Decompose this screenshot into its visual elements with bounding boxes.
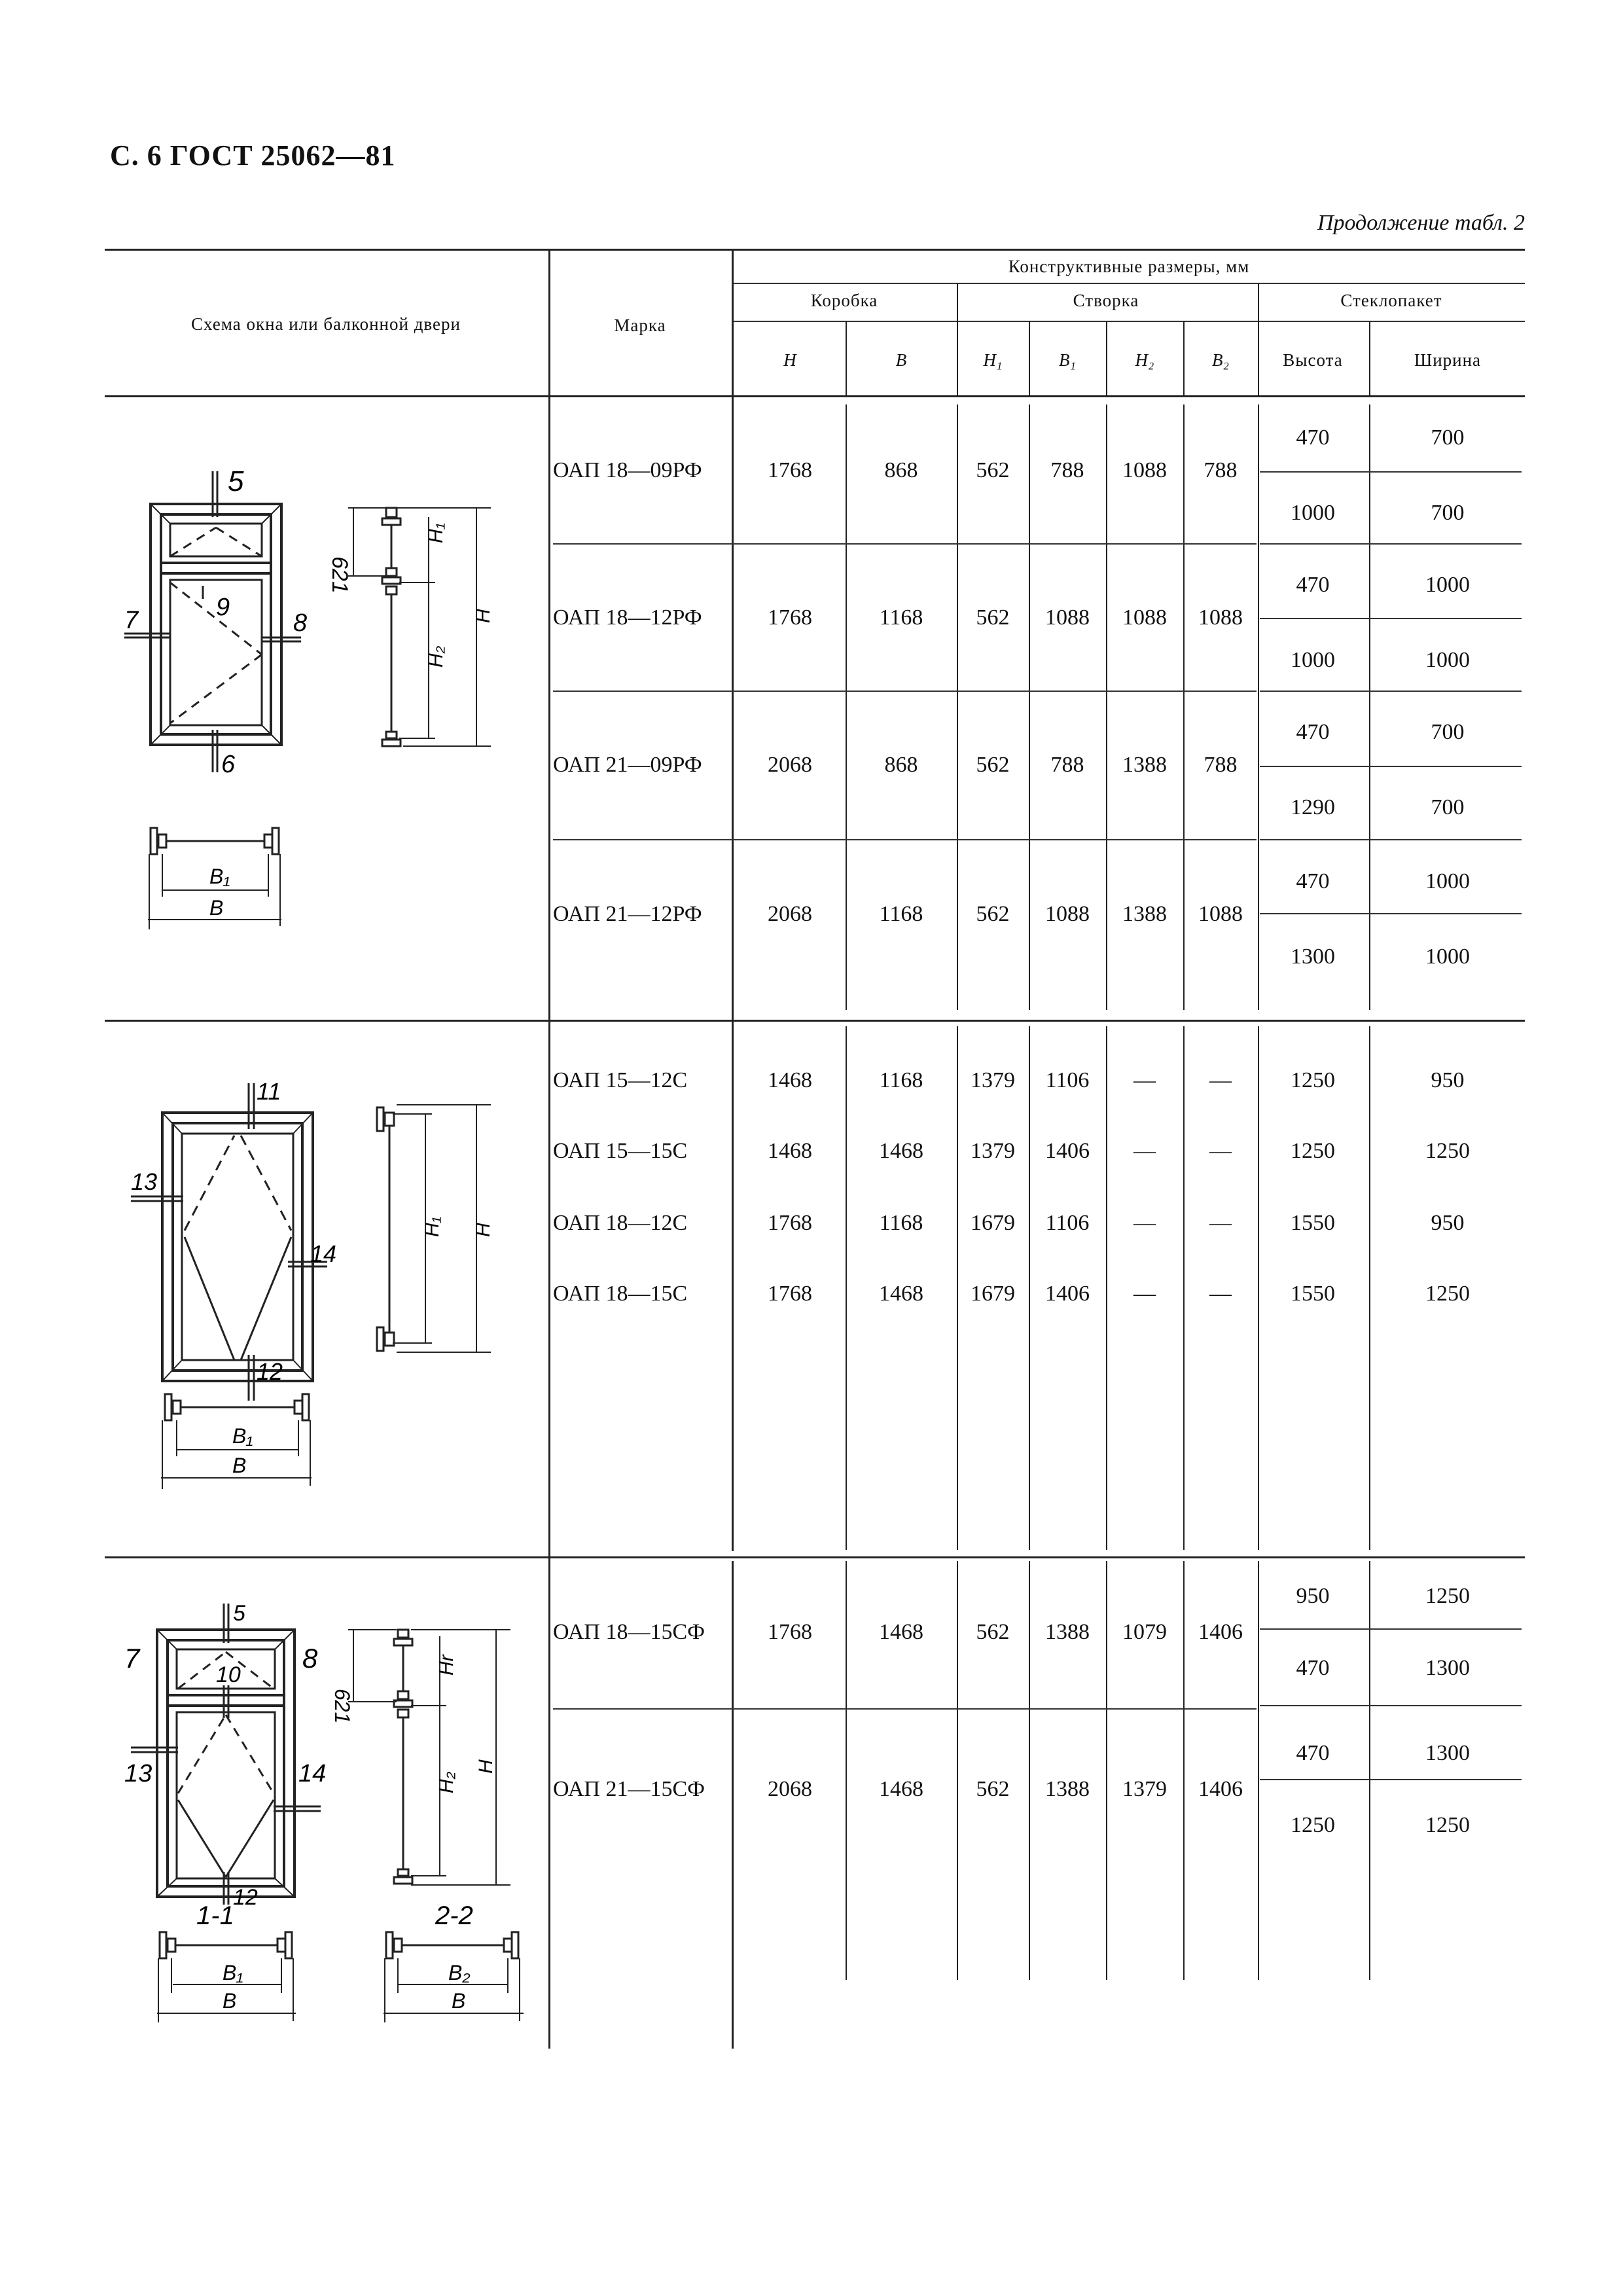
cell-B2: 1088 [1198,605,1243,630]
table-continuation-label: Продолжение табл. 2 [1317,211,1525,235]
section-1-1: 1-1 [196,1901,234,1930]
cell-B: 868 [884,753,918,777]
header-col-B: B [895,350,907,370]
cell-H2: 1379 [1122,1777,1167,1801]
dim-H1: H₁ [421,1216,443,1237]
cell-B: 1168 [879,902,923,926]
cell-H1: 1679 [971,1282,1015,1306]
dim-B: B [209,896,224,920]
dim-B-plan1: B [223,1989,237,2013]
header-col-H1: H₁ [983,350,1003,370]
cell-glass-width: 1300 [1425,1656,1470,1680]
cell-B: 868 [884,458,918,482]
cell-B: 1168 [879,1068,923,1092]
header-mark: Марка [614,315,666,335]
cell-glass-width: 1300 [1425,1741,1470,1765]
cell-glass-height: 470 [1296,1656,1330,1680]
callout-9: 9 [216,594,230,621]
cell-glass-width: 1000 [1425,944,1470,969]
cell-B2: — [1209,1282,1232,1306]
cell-H: 1768 [768,458,812,482]
cell-glass-width: 950 [1431,1068,1465,1092]
cell-H2: — [1133,1139,1156,1163]
cell-glass-width: 700 [1431,501,1465,525]
cell-glass-width: 1000 [1425,648,1470,672]
cell-B1: 788 [1050,753,1084,777]
callout-11: 11 [257,1078,281,1105]
cell-H: 1768 [768,605,812,630]
cell-H2: — [1133,1068,1156,1092]
page-header: С. 6 ГОСТ 25062—81 [110,139,396,171]
cell-H1: 562 [976,458,1010,482]
cell-B: 1468 [879,1777,923,1801]
cell-B2: 788 [1204,753,1238,777]
callout-5: 5 [228,465,244,497]
cell-H1: 562 [976,1620,1010,1644]
cell-H: 2068 [768,1777,812,1801]
cell-H: 2068 [768,753,812,777]
cell-glass-width: 1250 [1425,1813,1470,1837]
cell-glass-height: 1290 [1291,795,1335,819]
cell-glass-width: 700 [1431,795,1465,819]
cell-H1: 562 [976,902,1010,926]
drawing-window-rf [105,458,524,956]
cell-H1: 562 [976,1777,1010,1801]
cell-H: 1768 [768,1211,812,1235]
cell-H1: 1379 [971,1068,1015,1092]
cell-H: 1768 [768,1282,812,1306]
row-mark: ОАП 21—15СФ [553,1777,705,1801]
callout-8: 8 [293,609,308,637]
cell-H2: — [1133,1211,1156,1235]
cell-glass-width: 1250 [1425,1584,1470,1608]
cell-B1: 1088 [1045,902,1090,926]
dim-B-plan2: B [452,1989,466,2013]
cell-glass-height: 1550 [1291,1211,1335,1235]
cell-glass-height: 1000 [1291,501,1335,525]
header-stvorka: Створка [1073,291,1139,310]
header-col-vysota: Высота [1283,350,1343,370]
header-col-H: H [783,350,796,370]
row-mark: ОАП 21—09РФ [553,753,702,777]
cell-H: 1468 [768,1139,812,1163]
cell-H1: 562 [976,605,1010,630]
cell-B1: 1088 [1045,605,1090,630]
callout-13: 13 [124,1760,152,1787]
cell-glass-width: 1000 [1425,869,1470,893]
cell-B1: 1388 [1045,1777,1090,1801]
cell-H2: 1079 [1122,1620,1167,1644]
cell-B2: — [1209,1211,1232,1235]
cell-glass-width: 1000 [1425,573,1470,597]
cell-B1: 788 [1050,458,1084,482]
callout-14: 14 [298,1760,327,1787]
cell-B2: 788 [1204,458,1238,482]
cell-glass-height: 470 [1296,573,1330,597]
cell-B2: — [1209,1139,1232,1163]
callout-6: 6 [221,751,236,778]
row-mark: ОАП 18—15С [553,1282,688,1306]
cell-glass-height: 470 [1296,425,1330,450]
cell-B2: 1088 [1198,902,1243,926]
dim-H2: H₂ [436,1771,457,1793]
cell-H: 2068 [768,902,812,926]
cell-H2: 1088 [1122,458,1167,482]
section-2-2: 2-2 [435,1901,473,1930]
cell-B2: 1406 [1198,1777,1243,1801]
header-col-shirina: Ширина [1414,350,1482,370]
cell-B: 1168 [879,605,923,630]
cell-B: 1468 [879,1620,923,1644]
header-steklopaket: Стеклопакет [1340,291,1442,310]
cell-H2: 1388 [1122,753,1167,777]
dim-621: 621 [330,1689,354,1724]
cell-glass-height: 1550 [1291,1282,1335,1306]
row-mark: ОАП 15—12С [553,1068,688,1092]
dim-H: H [475,1759,497,1774]
row-mark: ОАП 18—12С [553,1211,688,1235]
callout-5: 5 [233,1601,245,1626]
drawing-window-c [105,1073,524,1518]
cell-H2: 1388 [1122,902,1167,926]
header-col-B2: B₂ [1212,350,1229,370]
callout-10: 10 [216,1662,241,1687]
cell-B2: 1406 [1198,1620,1243,1644]
callout-14: 14 [310,1240,337,1267]
cell-B1: 1106 [1045,1211,1090,1235]
dim-H2: H₂ [425,645,447,668]
cell-glass-width: 1250 [1425,1139,1470,1163]
dim-H: H [473,609,494,623]
cell-H1: 1679 [971,1211,1015,1235]
cell-glass-height: 1250 [1291,1813,1335,1837]
cell-glass-height: 470 [1296,720,1330,744]
cell-glass-height: 1250 [1291,1068,1335,1092]
row-mark: ОАП 21—12РФ [553,902,702,926]
cell-B1: 1388 [1045,1620,1090,1644]
cell-B1: 1106 [1045,1068,1090,1092]
callout-7: 7 [124,1643,140,1674]
header-dims: Конструктивные размеры, мм [1008,257,1250,276]
row-mark: ОАП 18—09РФ [553,458,702,482]
cell-H1: 562 [976,753,1010,777]
cell-glass-width: 1250 [1425,1282,1470,1306]
dim-B1: B₁ [232,1424,253,1448]
cell-B1: 1406 [1045,1282,1090,1306]
cell-glass-width: 700 [1431,720,1465,744]
header-korobka: Коробка [810,291,878,310]
cell-glass-width: 700 [1431,425,1465,450]
cell-H1: 1379 [971,1139,1015,1163]
cell-H2: — [1133,1282,1156,1306]
dim-B1: B₁ [209,865,230,888]
callout-8: 8 [302,1643,318,1674]
cell-glass-height: 1300 [1291,944,1335,969]
cell-glass-height: 470 [1296,869,1330,893]
cell-B2: — [1209,1068,1232,1092]
dim-H: H [473,1223,494,1237]
dim-H1: H₁ [425,522,447,543]
cell-H: 1768 [768,1620,812,1644]
callout-12: 12 [257,1358,283,1385]
header-scheme: Схема окна или балконной двери [191,314,461,334]
dim-Hr: Hr [436,1655,457,1676]
cell-B: 1468 [879,1139,923,1163]
row-mark: ОАП 18—15СФ [553,1620,705,1644]
dim-621: 621 [327,556,352,594]
callout-12: 12 [233,1885,258,1910]
dim-B2-plan: B₂ [448,1961,471,1984]
cell-B: 1168 [879,1211,923,1235]
cell-glass-height: 470 [1296,1741,1330,1765]
cell-glass-height: 1000 [1291,648,1335,672]
cell-glass-width: 950 [1431,1211,1465,1235]
header-col-B1: B₁ [1059,350,1076,370]
cell-H: 1468 [768,1068,812,1092]
cell-glass-height: 950 [1296,1584,1330,1608]
drawing-window-cf [105,1597,537,2055]
header-col-H2: H₂ [1135,350,1154,370]
dim-B1-plan: B₁ [223,1961,243,1984]
cell-B: 1468 [879,1282,923,1306]
dim-B: B [232,1454,247,1477]
row-mark: ОАП 18—12РФ [553,605,702,630]
callout-7: 7 [124,607,139,634]
callout-13: 13 [131,1168,158,1195]
cell-H2: 1088 [1122,605,1167,630]
cell-glass-height: 1250 [1291,1139,1335,1163]
row-mark: ОАП 15—15С [553,1139,688,1163]
cell-B1: 1406 [1045,1139,1090,1163]
